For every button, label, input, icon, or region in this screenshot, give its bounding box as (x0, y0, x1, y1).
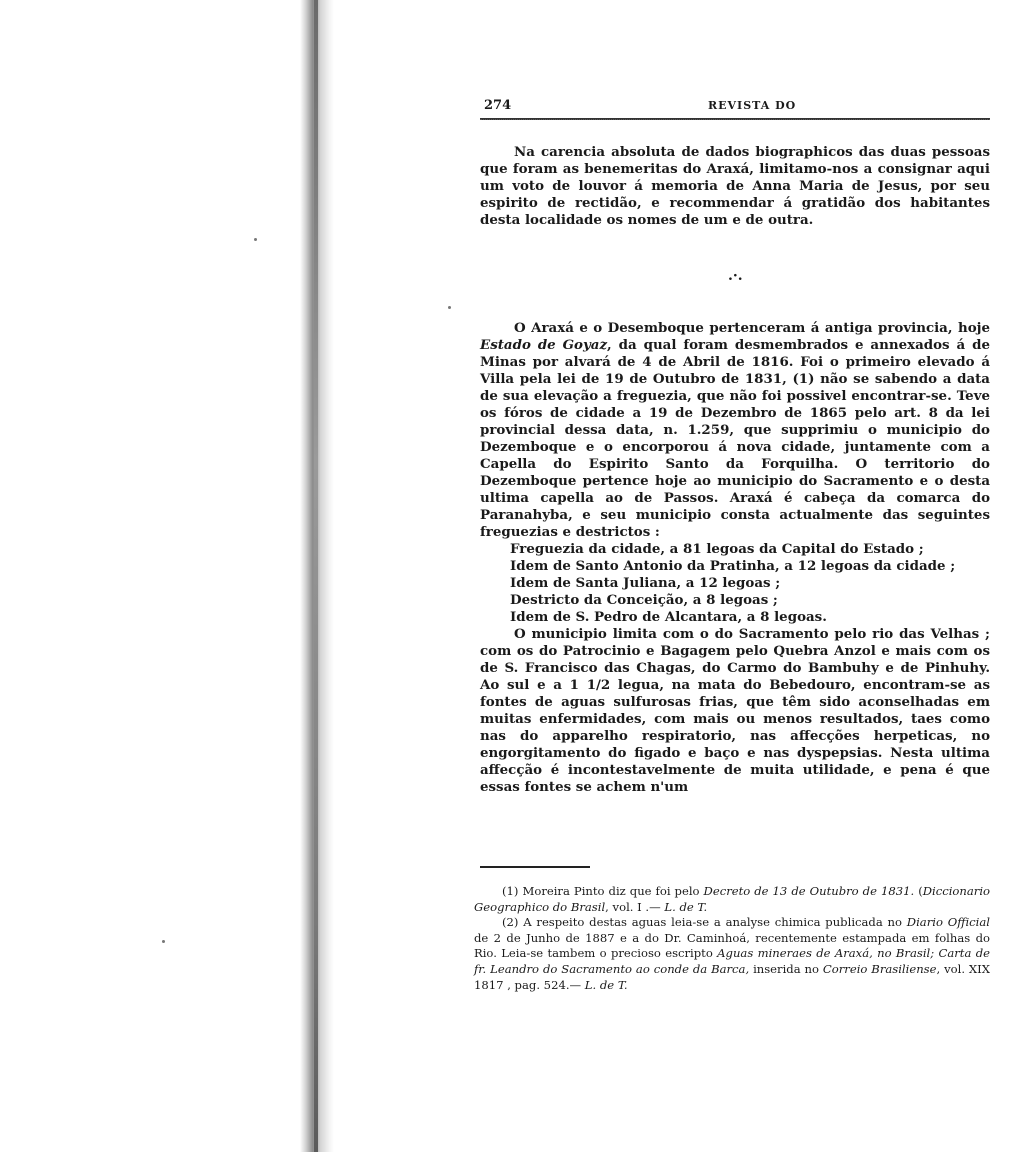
footnote-2-italic: Correio Brasiliense (822, 961, 937, 976)
footnote-2-italic: Diario Official (906, 915, 990, 930)
paragraph-2-text-b: , da qual foram desmembrados e annexados á de Minas por alvará de 4 de Abril de 1816. Foi o primeiro elevado á Villa pela lei de 19 de Outubro de 1831, (1) não se sabendo a data de sua elevação a freguezia, que não foi possivel encontrar-se. Teve os fóros de cidade a 19 de Dezembro de 1865 pelo art. 8 da lei provincial dessa data, n. 1.259, que supprimiu o municipio do Dezemboque e o encorporou á nova cidade, juntamente com a Capella do Espirito Santo da Forquilha. O territorio do Dezemboque pertence hoje ao municipio do Sacramento e o desta ultima capella ao de Passos. Araxá é cabeça da comarca do Paranahyba, e seu municipio consta actualmente das seguintes freguezias e destrictos : (480, 337, 990, 540)
paragraph-1: Na carencia absoluta de dados biographicos das duas pessoas que foram as benemeritas do Araxá, limitamo-nos a consignar aqui um voto de louvor á memoria de Anna Maria de Jesus, por seu espirito de rectidão, e recommendar á gratidão dos habitantes desta localidade os nomes de um e de outra. (480, 144, 990, 228)
footnote-2-italic: L. de T. (584, 977, 628, 992)
footnote-1-italic: Diccionario Geographico do Brasil (474, 884, 991, 914)
page-binding-shadow (300, 0, 334, 1152)
footnote-2-text: A respeito destas aguas leia-se a analyse chimica publicada no (523, 915, 907, 930)
paragraph-3: O municipio limita com o do Sacramento pelo rio das Velhas ; com os do Patrocinio e Bagagem pelo Quebra Anzol e mais com os de S. Francisco das Chagas, do Carmo do Bambuhy e de Pinhuhy. Ao sul e a 1 1/2 legua, na mata do Bebedouro, encontram-se as fontes de aguas sulfurosas frias, que têm sido aconselhadas em muitas enfermidades, com mais ou menos resultados, taes como nas do apparelho respiratorio, nas affecções herpeticas, no engorgitamento do figado e baço e nas dyspepsias. Nesta ultima affecção é incontestavelmente de muita utilidade, e pena é que essas fontes se achem n'um (480, 626, 990, 795)
freguezias-list (480, 541, 990, 626)
footnote-1 (474, 884, 990, 915)
footnote-1-text: Moreira Pinto diz que foi pelo (522, 884, 704, 898)
list-item: Idem de S. Pedro de Alcantara, a 8 legoas. (510, 609, 827, 625)
footnote-1-italic: L. de T. (664, 899, 708, 914)
page-number: 274 (484, 98, 512, 113)
page-header (480, 96, 990, 118)
paragraph-intro (480, 144, 990, 229)
scan-speck (254, 238, 257, 241)
footnote-rule (480, 866, 590, 868)
section-separator: .·. (728, 268, 743, 284)
paragraph-2-text-a: O Araxá e o Desemboque pertenceram á antiga provincia, hoje (514, 320, 990, 336)
scan-speck (448, 306, 451, 309)
footnote-2-text: de 2 de Junho de 1887 e a do Dr. Caminhoá, recentemente estampada em folhas do Rio. Leia-se tambem o precioso escripto (474, 930, 990, 961)
list-item: Idem de Santa Juliana, a 12 legoas ; (510, 575, 781, 591)
main-text-block (480, 320, 990, 796)
footnote-1-text: ( (914, 884, 923, 898)
paragraph-2 (480, 320, 990, 541)
footnote-2-italic: Aguas mineraes de Araxá, no Brasil; Carta de fr. Leandro do Sacramento ao conde da Barca, (474, 946, 990, 976)
footnote-2 (474, 915, 990, 993)
list-item: Destricto da Conceição, a 8 legoas ; (510, 592, 778, 608)
header-rule (480, 118, 990, 120)
footnote-1-italic: Decreto de 13 de Outubro de 1831. (703, 884, 915, 898)
footnote-2-text: , vol. XIX 1817 , pag. 524.— (474, 961, 990, 992)
footnote-1-text: , vol. I .— (605, 899, 665, 914)
footnote-2-number: (2) (502, 915, 519, 930)
running-head: REVISTA DO (708, 99, 797, 112)
list-item: Idem de Santo Antonio da Pratinha, a 12 legoas da cidade ; (510, 558, 956, 574)
scan-speck (162, 940, 165, 943)
footnote-1-number: (1) (502, 884, 519, 898)
footnotes (474, 884, 990, 993)
list-item: Freguezia da cidade, a 81 legoas da Capital do Estado ; (510, 541, 924, 557)
footnote-2-text: inserida no (749, 961, 823, 976)
paragraph-2-italic: Estado de Goyaz (480, 337, 608, 353)
